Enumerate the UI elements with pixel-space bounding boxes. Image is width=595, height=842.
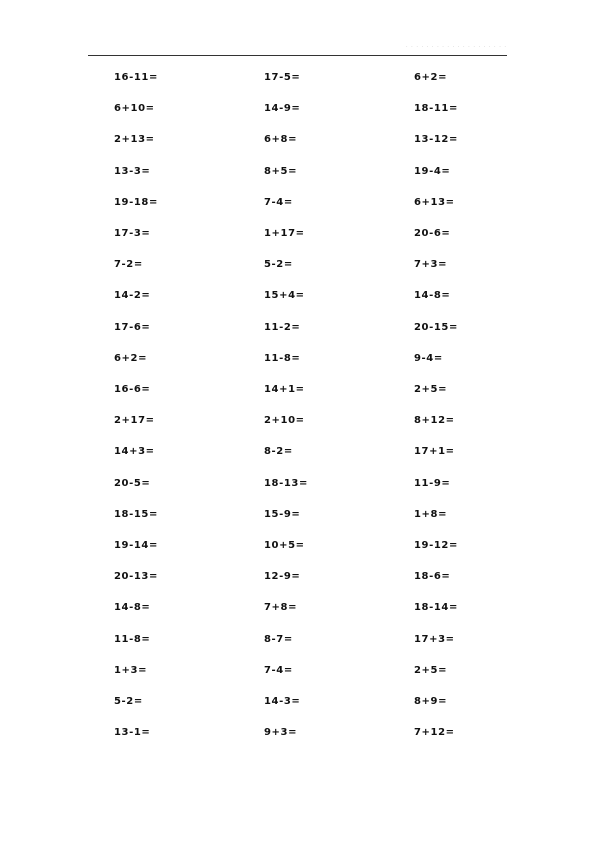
math-problem: 19-18= [114, 196, 158, 208]
math-problem: 7-2= [114, 259, 143, 271]
math-problem: 9+3= [264, 727, 298, 739]
math-problem: 18-14= [414, 602, 458, 614]
math-problem: 6+2= [414, 72, 448, 83]
math-problem: 12-9= [264, 571, 301, 583]
math-problem: 20-13= [114, 571, 158, 583]
math-problem: 11-8= [114, 633, 151, 645]
math-problem: 1+17= [264, 228, 305, 239]
math-problem: 14-2= [114, 290, 151, 302]
math-problem: 14+1= [264, 384, 305, 395]
header-faint-text: · · · · · · · · · · · · · · · · · · · · [406, 44, 507, 50]
math-problem: 18-15= [114, 508, 158, 520]
math-problem: 19-14= [114, 540, 158, 551]
math-problem: 19-4= [414, 165, 451, 177]
math-problem: 16-6= [114, 384, 151, 395]
math-problem: 17-5= [264, 72, 301, 83]
math-problem: 6+8= [264, 134, 298, 146]
math-problem: 14+3= [114, 446, 155, 458]
math-problem: 14-8= [414, 290, 451, 302]
math-problem: 16-11= [114, 72, 158, 83]
math-problem: 14-9= [264, 103, 301, 115]
math-problem: 8-2= [264, 446, 293, 458]
math-problem: 15+4= [264, 290, 305, 302]
math-problem: 14-8= [114, 602, 151, 614]
math-problem: 7-4= [264, 196, 293, 208]
math-problem: 7+12= [414, 727, 455, 739]
math-problem: 1+8= [414, 508, 448, 520]
math-problem: 17-3= [114, 228, 151, 239]
math-problem: 8+5= [264, 165, 298, 177]
math-problem: 15-9= [264, 508, 301, 520]
math-problem: 18-11= [414, 103, 458, 115]
math-problem: 18-6= [414, 571, 451, 583]
math-problem: 18-13= [264, 477, 308, 489]
math-problem: 11-9= [414, 477, 451, 489]
math-problem: 11-8= [264, 352, 301, 364]
math-problem: 8+9= [414, 696, 448, 707]
math-problem: 11-2= [264, 321, 301, 333]
math-problem: 20-6= [414, 228, 451, 239]
math-problem: 2+5= [414, 384, 448, 395]
math-problem: 6+2= [114, 352, 148, 364]
math-problem: 14-3= [264, 696, 301, 707]
math-problem: 7+3= [414, 259, 448, 271]
math-problem: 17+3= [414, 633, 455, 645]
math-problem: 1+3= [114, 664, 148, 676]
math-problem: 2+10= [264, 415, 305, 427]
math-problem: 8+12= [414, 415, 455, 427]
math-problem: 2+5= [414, 664, 448, 676]
math-problem: 2+17= [114, 415, 155, 427]
math-problem: 19-12= [414, 540, 458, 551]
math-problem: 20-15= [414, 321, 458, 333]
math-problem: 13-1= [114, 727, 151, 739]
math-problem: 5-2= [114, 696, 143, 707]
math-problem: 17-6= [114, 321, 151, 333]
math-problem: 5-2= [264, 259, 293, 271]
math-problem: 17+1= [414, 446, 455, 458]
math-problem: 8-7= [264, 633, 293, 645]
math-problem: 6+13= [414, 196, 455, 208]
math-problem: 13-3= [114, 165, 151, 177]
math-problem: 10+5= [264, 540, 305, 551]
math-problem: 13-12= [414, 134, 458, 146]
math-problem: 2+13= [114, 134, 155, 146]
math-problem: 9-4= [414, 352, 443, 364]
math-problem: 6+10= [114, 103, 155, 115]
math-problem: 7-4= [264, 664, 293, 676]
math-problem: 20-5= [114, 477, 151, 489]
math-problem: 7+8= [264, 602, 298, 614]
